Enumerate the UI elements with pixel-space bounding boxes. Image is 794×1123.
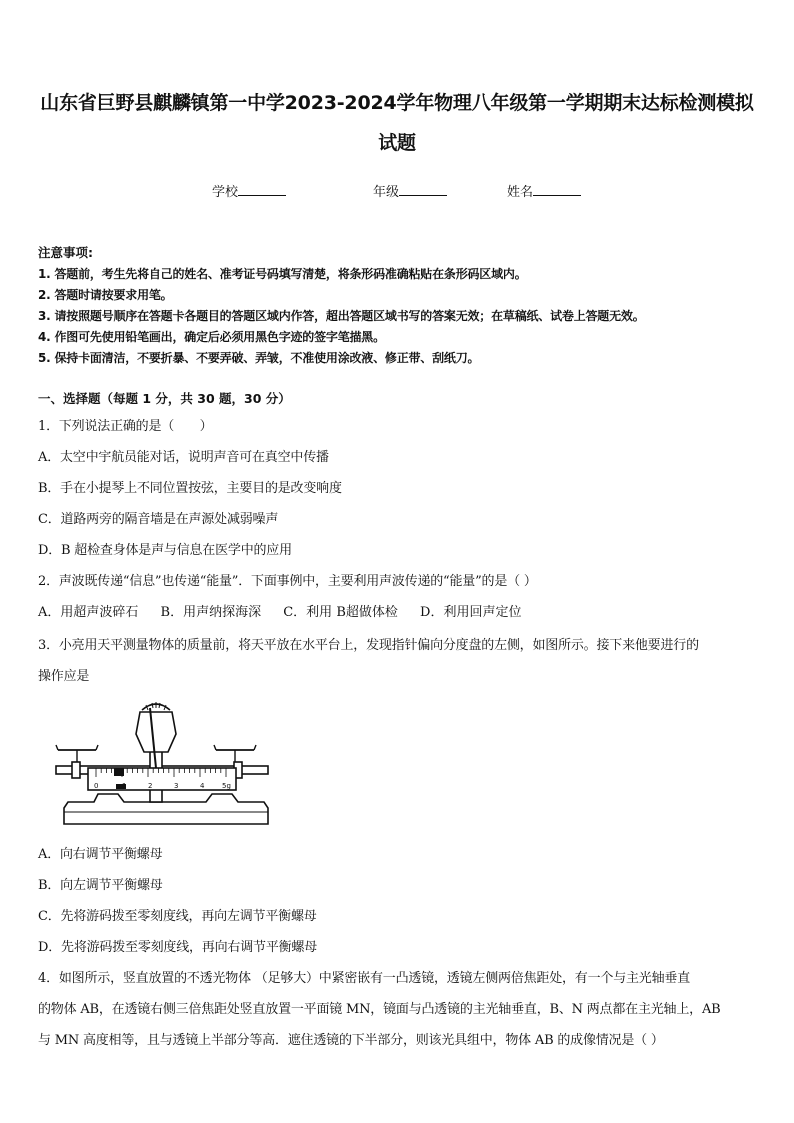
grade-field <box>373 181 447 200</box>
notes-heading: 注意事项: <box>38 245 93 260</box>
balance-scale-figure <box>42 690 282 830</box>
note-item: 4. 作图可先使用铅笔画出，确定后必须用黑色字迹的签字笔描黑。 <box>38 330 385 344</box>
tare-scale <box>88 768 236 790</box>
scale-label: 3 <box>174 782 179 790</box>
q1-option-c: C．道路两旁的隔音墙是在声源处减弱噪声 <box>38 512 279 527</box>
school-blank <box>238 183 286 196</box>
q2-option-b: B．用声纳探海深 <box>160 605 262 620</box>
note-item: 5. 保持卡面清洁，不要折暴、不要弄破、弄皱，不准使用涂改液、修正带、刮纸刀。 <box>38 351 480 365</box>
q3-option-a: A．向右调节平衡螺母 <box>38 847 163 862</box>
note-item: 1. 答题前，考生先将自己的姓名、准考证号码填写清楚，将条形码准确粘贴在条形码区域内。 <box>38 267 527 281</box>
q2-option-d: D．利用回声定位 <box>420 605 522 620</box>
q3-option-b: B．向左调节平衡螺母 <box>38 878 163 893</box>
grade-blank <box>399 183 447 196</box>
exam-title-line2: 试题 <box>378 132 416 154</box>
scale-label: 5g <box>222 782 231 790</box>
name-field <box>507 181 581 200</box>
q3-stem-line1: 3．小亮用天平测量物体的质量前，将天平放在水平台上，发现指针偏向分度盘的左侧，如图所示。接下来他要进行的 <box>38 638 699 653</box>
q1-stem: 1．下列说法正确的是（ ） <box>38 419 213 434</box>
school-field <box>212 181 286 200</box>
grade-label: 年级 <box>373 185 400 200</box>
left-balance-nut <box>72 762 80 778</box>
note-item: 2. 答题时请按要求用笔。 <box>38 288 173 302</box>
rider-bottom <box>116 784 126 789</box>
division-plate <box>136 712 176 752</box>
section-heading: 一、选择题（每题 1 分，共 30 题，30 分） <box>38 391 291 406</box>
q4-stem-line2: 的物体 AB，在透镜右侧三倍焦距处竖直放置一平面镜 MN，镜面与凸透镜的主光轴垂直，B、N 两点都在主光轴上，AB <box>38 1002 721 1017</box>
q1-option-b: B．手在小提琴上不同位置按弦，主要目的是改变响度 <box>38 481 342 496</box>
name-blank <box>533 183 581 196</box>
rider-weight <box>114 768 124 776</box>
scale-label: 2 <box>148 782 153 790</box>
scale-label: 0 <box>94 782 99 790</box>
name-label: 姓名 <box>507 185 534 200</box>
q3-stem-line2: 操作应是 <box>38 669 90 684</box>
q4-stem-line3: 与 MN 高度相等，且与透镜上半部分等高．遮住透镜的下半部分，则该光具组中，物体 AB 的成像情况是（ ） <box>38 1033 664 1048</box>
q2-option-a: A．用超声波碎石 <box>38 605 139 620</box>
q1-option-a: A．太空中宇航员能对话，说明声音可在真空中传播 <box>38 450 329 465</box>
school-label: 学校 <box>212 185 239 200</box>
q1-option-d: D．B 超检查身体是声与信息在医学中的应用 <box>38 543 292 558</box>
note-item: 3. 请按照题号顺序在答题卡各题目的答题区域内作答，超出答题区域书写的答案无效；在草稿纸、试卷上答题无效。 <box>38 309 645 323</box>
q2-options <box>38 601 539 620</box>
balance-base <box>64 794 268 824</box>
scale-label: 4 <box>200 782 205 790</box>
q3-option-d: D．先将游码拨至零刻度线，再向右调节平衡螺母 <box>38 940 318 955</box>
q4-stem-line1: 4．如图所示，竖直放置的不透光物体 （足够大）中紧密嵌有一凸透镜，透镜左侧两倍焦距处，有一个与主光轴垂直 <box>38 971 691 986</box>
q3-option-c: C．先将游码拨至零刻度线，再向左调节平衡螺母 <box>38 909 317 924</box>
q2-option-c: C．利用 B超做体检 <box>283 605 398 620</box>
q2-stem: 2．声波既传递“信息”也传递“能量”．下面事例中，主要利用声波传递的“能量”的是（ ） <box>38 574 537 589</box>
exam-title-line1: 山东省巨野县麒麟镇第一中学2023-2024学年物理八年级第一学期期末达标检测模拟 <box>40 92 754 114</box>
